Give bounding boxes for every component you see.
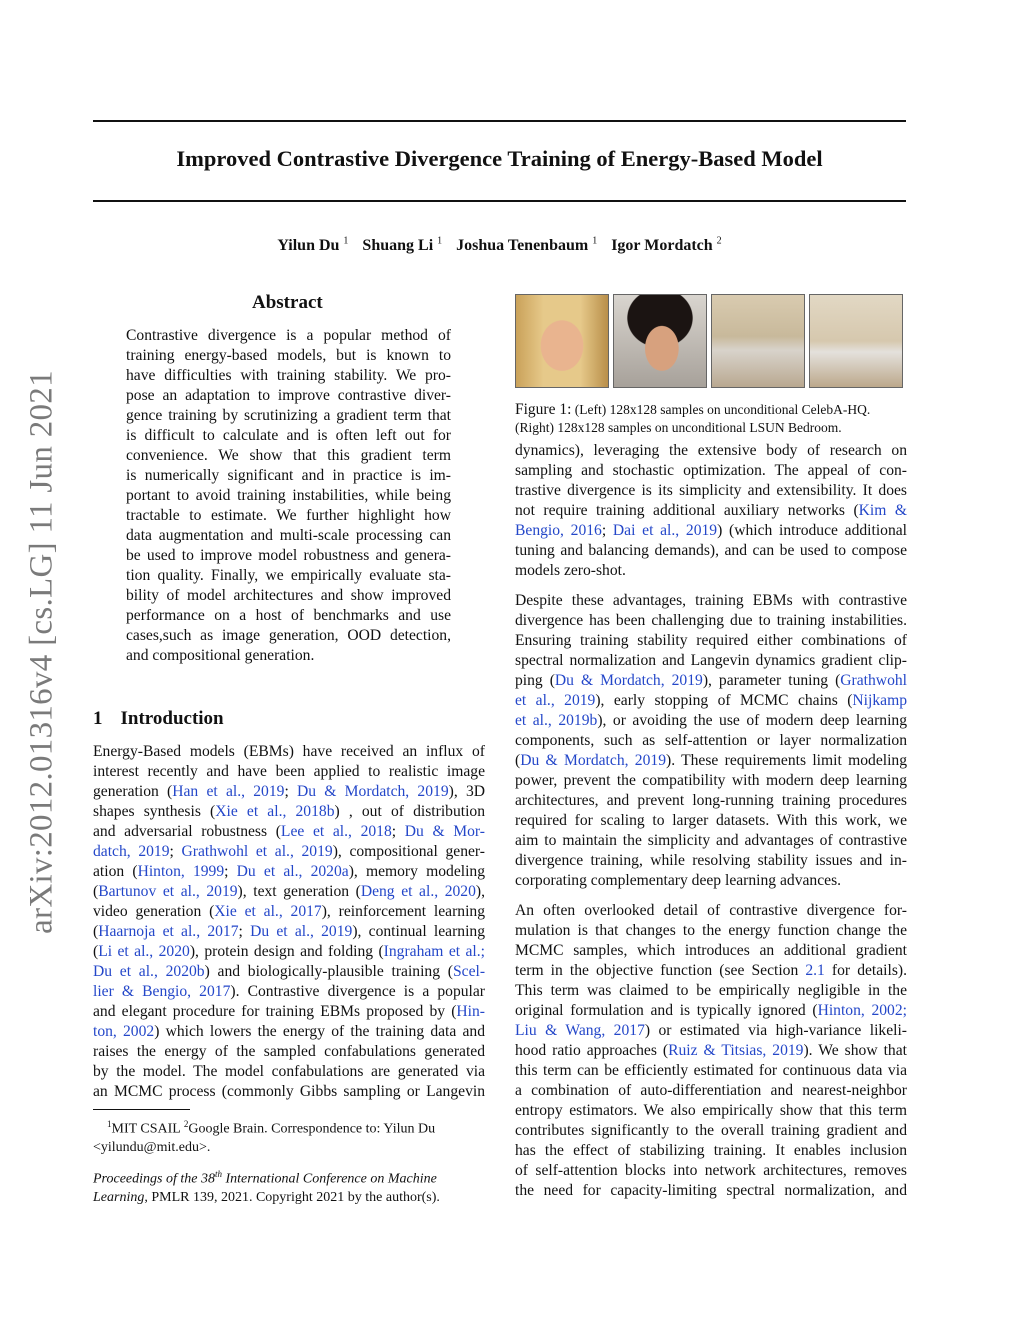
text-span: this term can be efficiently estimated for continuous data via bbox=[515, 1062, 907, 1079]
figure-image-celeba-man bbox=[613, 294, 707, 388]
text-span: ), protein design and folding ( bbox=[189, 943, 384, 960]
text-span: architectures, and prevent long-running training procedures bbox=[515, 792, 907, 809]
text-span: divergence has been challenging due to training instabilities. bbox=[515, 612, 907, 629]
text-span: spectral normalization and Langevin dynamics gradient clip- bbox=[515, 652, 907, 669]
text-span: ), reinforcement learning bbox=[321, 903, 485, 920]
text-span: hood ratio approaches ( bbox=[515, 1042, 669, 1059]
text-span: of self-attention blocks into network architectures, removes bbox=[515, 1162, 907, 1179]
citation-link[interactable]: ton, 2002 bbox=[93, 1023, 155, 1040]
section-title: Introduction bbox=[120, 708, 224, 729]
text-line bbox=[515, 441, 907, 461]
text-line bbox=[515, 651, 907, 671]
citation-link[interactable]: Grathwohl et al., 2019 bbox=[181, 843, 333, 860]
paragraph bbox=[515, 901, 907, 1201]
text-span: ), bbox=[475, 883, 485, 900]
text-span: ) , out of distribution bbox=[334, 803, 486, 820]
citation-link[interactable]: Bengio, 2016 bbox=[515, 522, 602, 539]
citation-link[interactable]: Du & Mor- bbox=[404, 823, 486, 840]
citation-link[interactable]: Scel- bbox=[452, 963, 486, 980]
citation-link[interactable]: Du & Mordatch, 2019 bbox=[297, 783, 449, 800]
text-span: ) which lowers the energy of the training data and bbox=[154, 1023, 485, 1040]
text-line bbox=[126, 646, 451, 666]
text-line bbox=[515, 461, 907, 481]
citation-link[interactable]: Hinton, 2002; bbox=[817, 1002, 907, 1019]
introduction-heading bbox=[93, 708, 224, 730]
text-span: term in the objective function (see Section bbox=[515, 962, 806, 979]
text-span: ). These requirements limit modeling bbox=[666, 752, 907, 769]
text-line bbox=[93, 922, 485, 942]
author-name: Igor Mordatch bbox=[611, 237, 713, 255]
text-line bbox=[515, 521, 907, 541]
text-span: cases,such as image generation, OOD detection, bbox=[126, 627, 451, 644]
text-line bbox=[515, 941, 907, 961]
citation-link[interactable]: Han et al., 2019 bbox=[172, 783, 285, 800]
author bbox=[456, 237, 597, 254]
text-line bbox=[126, 446, 451, 466]
text-span: power, prevent the compatibility with modern deep learning bbox=[515, 772, 907, 789]
text-line bbox=[515, 1141, 907, 1161]
citation-link[interactable]: Xie et al., 2018b bbox=[215, 803, 335, 820]
proceedings-text: , PMLR 139, 2021. Copyright 2021 by the author(s). bbox=[144, 1189, 440, 1205]
text-line bbox=[515, 811, 907, 831]
paragraph bbox=[515, 591, 907, 891]
affiliation-mark: 2 bbox=[183, 1119, 189, 1129]
text-span: ), memory modeling bbox=[348, 863, 486, 880]
text-line bbox=[126, 546, 451, 566]
text-span: ation ( bbox=[93, 863, 138, 880]
author-name: Joshua Tenenbaum bbox=[456, 237, 589, 255]
text-span: ), 3D bbox=[448, 783, 486, 800]
text-line bbox=[93, 1062, 485, 1082]
footnote-rule bbox=[93, 1109, 190, 1110]
text-span: pose an adaptation to improve contrastive diver- bbox=[126, 387, 451, 404]
citation-link[interactable]: lier & Bengio, 2017 bbox=[93, 983, 231, 1000]
text-span: ( bbox=[93, 923, 99, 940]
citation-link[interactable]: Li et al., 2020 bbox=[98, 943, 190, 960]
author bbox=[611, 237, 721, 254]
text-line bbox=[126, 586, 451, 606]
text-span: shapes synthesis ( bbox=[93, 803, 216, 820]
text-line bbox=[126, 566, 451, 586]
affiliation-text: Google Brain. Correspondence to: Yilun Du <yilundu@mit.edu>. bbox=[93, 1121, 436, 1155]
text-span: bility of model architectures and show improved bbox=[126, 587, 451, 604]
text-span: ), text generation ( bbox=[237, 883, 361, 900]
introduction-left-column bbox=[93, 742, 485, 1112]
text-line bbox=[515, 1041, 907, 1061]
text-line bbox=[515, 751, 907, 771]
proceedings-ordinal-sup: th bbox=[214, 1169, 222, 1179]
text-span: Ensuring training stability required either combinations of bbox=[515, 632, 907, 649]
text-span: ( bbox=[515, 752, 521, 769]
text-line bbox=[126, 346, 451, 366]
text-line bbox=[515, 1121, 907, 1141]
text-line bbox=[93, 1002, 485, 1022]
text-span: This term was claimed to be empirically negligible in the bbox=[515, 982, 907, 999]
citation-link[interactable]: et al., 2019 bbox=[515, 692, 596, 709]
text-span: models zero-shot. bbox=[515, 562, 626, 579]
text-span: ; bbox=[284, 783, 298, 800]
figure-image-bedroom-2 bbox=[809, 294, 903, 388]
citation-link[interactable]: Kim & bbox=[858, 502, 907, 519]
citation-link[interactable]: Haarnoja et al., 2017 bbox=[98, 923, 239, 940]
citation-link[interactable]: Dai et al., 2019 bbox=[612, 522, 718, 539]
proceedings-ordinal: 38 bbox=[200, 1171, 215, 1187]
text-span: an MCMC process (commonly Gibbs sampling or Langevin bbox=[93, 1083, 485, 1100]
affiliation-mark: 1 bbox=[592, 236, 598, 247]
text-span: required for scaling to larger datasets. With this work, we bbox=[515, 812, 907, 829]
text-line bbox=[515, 1081, 907, 1101]
text-span: training energy-based models, but is known to bbox=[126, 347, 451, 364]
text-span: has the effect of stabilizing training. It enables inclusion bbox=[515, 1142, 907, 1159]
figure-image-celeba-woman bbox=[515, 294, 609, 388]
text-span: Despite these advantages, training EBMs with contrastive bbox=[515, 592, 907, 609]
text-line bbox=[515, 711, 907, 731]
text-line bbox=[126, 406, 451, 426]
citation-link[interactable]: Du & Mordatch, 2019 bbox=[554, 672, 703, 689]
text-span: ping ( bbox=[515, 672, 555, 689]
text-line bbox=[515, 871, 907, 891]
section-number: 1 bbox=[93, 708, 103, 729]
citation-link[interactable]: Deng et al., 2020 bbox=[360, 883, 476, 900]
text-line bbox=[515, 631, 907, 651]
citation-link[interactable]: et al., 2019b bbox=[515, 712, 598, 729]
citation-link[interactable]: Bartunov et al., 2019 bbox=[98, 883, 238, 900]
text-span: and elegant procedure for training EBMs proposed by ( bbox=[93, 1003, 457, 1020]
text-span: ; bbox=[238, 923, 251, 940]
text-span: video generation ( bbox=[93, 903, 215, 920]
citation-link[interactable]: Lee et al., 2018 bbox=[280, 823, 392, 840]
text-span: gence training by scrutinizing a gradient term that bbox=[126, 407, 451, 424]
text-line bbox=[126, 366, 451, 386]
text-line bbox=[93, 902, 485, 922]
text-line bbox=[126, 526, 451, 546]
text-line bbox=[515, 541, 907, 561]
paragraph bbox=[515, 441, 907, 581]
text-span: have difficulties with training stability. We pro- bbox=[126, 367, 451, 384]
text-line bbox=[515, 561, 907, 581]
text-line bbox=[515, 1001, 907, 1021]
abstract-heading: Abstract bbox=[252, 292, 323, 313]
text-span: not require training additional auxiliary networks ( bbox=[515, 502, 859, 519]
text-span: data augmentation and multi-scale processing can bbox=[126, 527, 451, 544]
text-line bbox=[515, 591, 907, 611]
text-span: ; bbox=[169, 843, 182, 860]
citation-link[interactable]: Hin- bbox=[456, 1003, 485, 1020]
text-span: ), parameter tuning ( bbox=[702, 672, 841, 689]
footnote-affiliations bbox=[93, 1115, 485, 1157]
text-line bbox=[126, 506, 451, 526]
text-span: ( bbox=[93, 883, 99, 900]
text-line bbox=[515, 611, 907, 631]
text-line bbox=[93, 1022, 485, 1042]
text-line bbox=[515, 691, 907, 711]
citation-link[interactable]: Liu & Wang, 2017 bbox=[515, 1022, 645, 1039]
paragraph bbox=[126, 326, 451, 666]
text-span: ) or estimated via high-variance likeli- bbox=[644, 1022, 907, 1039]
text-span: tractable to estimate. We further highlight how bbox=[126, 507, 451, 524]
citation-link[interactable]: 2.1 bbox=[805, 962, 825, 979]
text-line bbox=[515, 481, 907, 501]
text-span: ). Contrastive divergence is a popular bbox=[230, 983, 485, 1000]
author bbox=[362, 237, 442, 254]
text-line bbox=[126, 466, 451, 486]
text-line bbox=[93, 942, 485, 962]
text-line bbox=[93, 782, 485, 802]
text-span: the need for capacity-limiting spectral normalization, and bbox=[515, 1182, 907, 1199]
text-span: performance on a host of benchmarks and use bbox=[126, 607, 451, 624]
text-span: aim to maintain the simplicity and advantages of contrastive bbox=[515, 832, 907, 849]
text-line bbox=[93, 762, 485, 782]
author-name: Shuang Li bbox=[362, 237, 434, 255]
text-line bbox=[515, 731, 907, 751]
text-span: is numerically significant and in practice is im- bbox=[126, 467, 451, 484]
text-span: components, such as self-attention or layer normalization bbox=[515, 732, 907, 749]
text-span: entropy estimators. We also empirically show that this term bbox=[515, 1102, 907, 1119]
citation-link[interactable]: Du et al., 2019 bbox=[250, 923, 353, 940]
arxiv-stamp: arXiv:2012.01316v4 [cs.LG] 11 Jun 2021 bbox=[23, 370, 60, 934]
text-span: a combination of auto-differentiation and nearest-neighbor bbox=[515, 1082, 907, 1099]
text-line bbox=[515, 1181, 907, 1201]
text-span: be used to improve model robustness and genera- bbox=[126, 547, 451, 564]
text-line bbox=[515, 771, 907, 791]
citation-link[interactable]: Xie et al., 2017 bbox=[214, 903, 322, 920]
author-list bbox=[93, 236, 906, 255]
text-span: by the model. The model confabulations are generated via bbox=[93, 1063, 485, 1080]
text-line bbox=[515, 671, 907, 691]
text-line bbox=[126, 426, 451, 446]
affiliation-mark: 2 bbox=[716, 236, 722, 247]
text-line bbox=[93, 962, 485, 982]
text-span: convenience. We show that this gradient term bbox=[126, 447, 451, 464]
text-span: for details). bbox=[824, 962, 907, 979]
paper-title: Improved Contrastive Divergence Training of Energy-Based Model bbox=[176, 146, 823, 171]
text-span: ), or avoiding the use of modern deep learning bbox=[597, 712, 908, 729]
proceedings-italic: International Conference on Machine Learning bbox=[93, 1171, 437, 1205]
text-line bbox=[515, 1061, 907, 1081]
text-line bbox=[93, 822, 485, 842]
text-span: ( bbox=[93, 943, 99, 960]
affiliation-mark: 1 bbox=[107, 1119, 112, 1129]
title-bottom-rule bbox=[93, 200, 906, 202]
text-span: mulation is that changes to the energy function change the bbox=[515, 922, 907, 939]
affiliation-text: MIT CSAIL bbox=[111, 1121, 184, 1137]
abstract-body bbox=[126, 326, 451, 676]
text-line bbox=[93, 982, 485, 1002]
citation-link[interactable]: Du et al., 2020b bbox=[93, 963, 205, 980]
text-span: and compositional generation. bbox=[126, 647, 315, 664]
text-span: sampling and stochastic optimization. The appeal of con- bbox=[515, 462, 907, 479]
text-span: ; bbox=[224, 863, 237, 880]
text-line bbox=[515, 831, 907, 851]
citation-link[interactable]: Grathwohl bbox=[840, 672, 907, 689]
text-span: and adversarial robustness ( bbox=[93, 823, 281, 840]
citation-link[interactable]: Ingraham et al.; bbox=[383, 943, 485, 960]
text-span: ). We show that bbox=[803, 1042, 907, 1059]
text-line bbox=[515, 961, 907, 981]
top-rule bbox=[93, 120, 906, 122]
text-line bbox=[126, 386, 451, 406]
text-span: ) and biologically-plausible training ( bbox=[204, 963, 453, 980]
text-span: ) (which introduce additional bbox=[717, 522, 908, 539]
text-span: tion quality. Finally, we empirically evaluate sta- bbox=[126, 567, 451, 584]
proceedings-note bbox=[93, 1165, 485, 1207]
text-span: tuning and balancing demands), and can be used to compose bbox=[515, 542, 907, 559]
text-line bbox=[515, 981, 907, 1001]
text-line bbox=[515, 1161, 907, 1181]
text-span: ), continual learning bbox=[352, 923, 485, 940]
citation-link[interactable]: Ruiz & Titsias, 2019 bbox=[668, 1042, 804, 1059]
text-span: ; bbox=[601, 522, 613, 539]
text-span: ), compositional gener- bbox=[332, 843, 485, 860]
text-span: original formulation and is typically ignored ( bbox=[515, 1002, 818, 1019]
citation-link[interactable]: Nijkamp bbox=[852, 692, 907, 709]
text-span: Contrastive divergence is a popular method of bbox=[126, 327, 451, 344]
figure-image-bedroom-1 bbox=[711, 294, 805, 388]
text-line bbox=[93, 802, 485, 822]
text-span: interest recently and have been applied to realistic image bbox=[93, 763, 485, 780]
citation-link[interactable]: Hinton, 1999 bbox=[137, 863, 225, 880]
text-line bbox=[126, 486, 451, 506]
text-span: contributes significantly to the overall training gradient and bbox=[515, 1122, 907, 1139]
figure-caption-text: (Left) 128x128 samples on unconditional CelebA-HQ. (Right) 128x128 samples on unconditional LSUN Bedroom. bbox=[515, 402, 871, 435]
text-line bbox=[93, 742, 485, 762]
text-line bbox=[515, 1021, 907, 1041]
citation-link[interactable]: Du et al., 2020a bbox=[236, 863, 349, 880]
affiliation-mark: 1 bbox=[343, 236, 349, 247]
text-span: ), early stopping of MCMC chains ( bbox=[595, 692, 853, 709]
text-span: raises the energy of the sampled confabulations generated bbox=[93, 1043, 485, 1060]
author bbox=[277, 237, 348, 254]
text-span: divergence training, while resolving stability issues and in- bbox=[515, 852, 907, 869]
text-span: trastive divergence is its simplicity and extensibility. It does bbox=[515, 482, 907, 499]
text-span: portant to avoid training instabilities, while being bbox=[126, 487, 451, 504]
paragraph bbox=[93, 742, 485, 1102]
text-span: corporating complementary deep learning advances. bbox=[515, 872, 842, 889]
citation-link[interactable]: datch, 2019 bbox=[93, 843, 170, 860]
text-line bbox=[515, 851, 907, 871]
text-span: ; bbox=[391, 823, 405, 840]
text-line bbox=[515, 921, 907, 941]
text-line bbox=[515, 901, 907, 921]
figure-caption bbox=[515, 401, 907, 437]
text-line bbox=[126, 326, 451, 346]
text-span: MCMC samples, which introduces an additional gradient bbox=[515, 942, 907, 959]
text-line bbox=[93, 1042, 485, 1062]
introduction-right-column bbox=[515, 441, 907, 1211]
text-line bbox=[93, 882, 485, 902]
text-span: Energy-Based models (EBMs) have received an influx of bbox=[93, 743, 485, 760]
text-line bbox=[515, 1101, 907, 1121]
text-line bbox=[515, 501, 907, 521]
text-span: dynamics), leveraging the extensive body of research on bbox=[515, 442, 907, 459]
text-span: generation ( bbox=[93, 783, 173, 800]
text-line bbox=[126, 606, 451, 626]
text-line bbox=[93, 862, 485, 882]
text-span: An often overlooked detail of contrastive divergence for- bbox=[515, 902, 907, 919]
text-line bbox=[515, 791, 907, 811]
affiliation-mark: 1 bbox=[437, 236, 443, 247]
figure-label: Figure 1: bbox=[515, 401, 572, 418]
text-line bbox=[126, 626, 451, 646]
author-name: Yilun Du bbox=[277, 237, 340, 255]
text-line bbox=[93, 1082, 485, 1102]
text-span: is difficult to calculate and is often left out for bbox=[126, 427, 451, 444]
citation-link[interactable]: Du & Mordatch, 2019 bbox=[520, 752, 666, 769]
text-line bbox=[93, 842, 485, 862]
proceedings-italic: Proceedings of the bbox=[93, 1171, 201, 1187]
